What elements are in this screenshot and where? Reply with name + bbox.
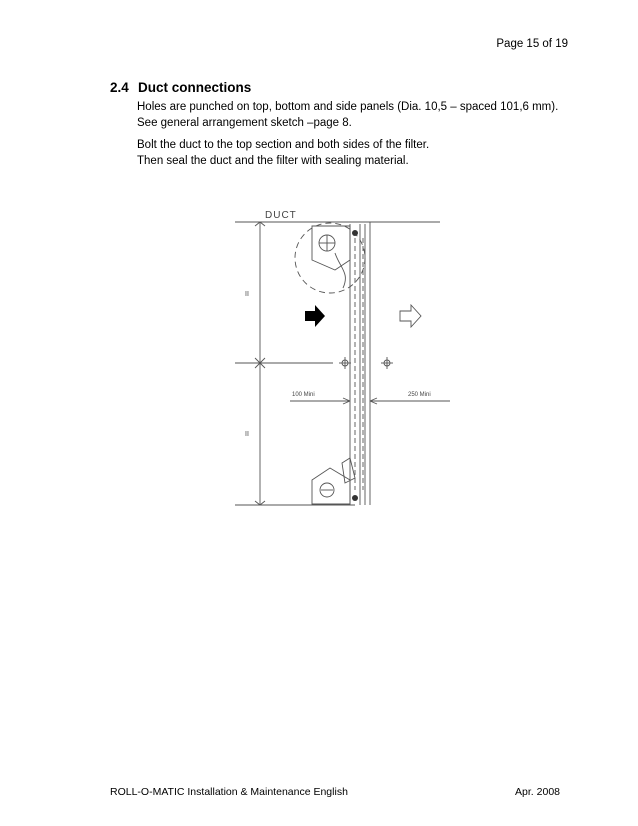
duct-label: DUCT — [265, 210, 297, 221]
section-number: 2.4 — [110, 80, 129, 95]
paragraph-line: Bolt the duct to the top section and both sides of the filter. — [137, 139, 430, 151]
duct-connection-drawing — [205, 198, 459, 520]
paragraph-line: Holes are punched on top, bottom and side panels (Dia. 10,5 – spaced 101,6 mm). — [137, 101, 559, 113]
footer-title: ROLL-O-MATIC Installation & Maintenance English — [110, 786, 348, 798]
paragraph-line: Then seal the duct and the filter with sealing material. — [137, 154, 409, 167]
section-heading — [110, 80, 251, 95]
dim-label-left: 100 Mini — [292, 392, 315, 398]
paragraph-seal — [137, 138, 429, 169]
dim-label-right: 250 Mini — [408, 392, 431, 398]
equal-mark-bottom: II — [245, 431, 249, 438]
section-title: Duct connections — [138, 80, 252, 95]
paragraph-holes — [137, 100, 558, 131]
footer-date: Apr. 2008 — [515, 786, 560, 798]
page-number: Page 15 of 19 — [496, 38, 568, 50]
paragraph-line: See general arrangement sketch –page 8. — [137, 116, 352, 129]
equal-mark-top: II — [245, 291, 249, 298]
